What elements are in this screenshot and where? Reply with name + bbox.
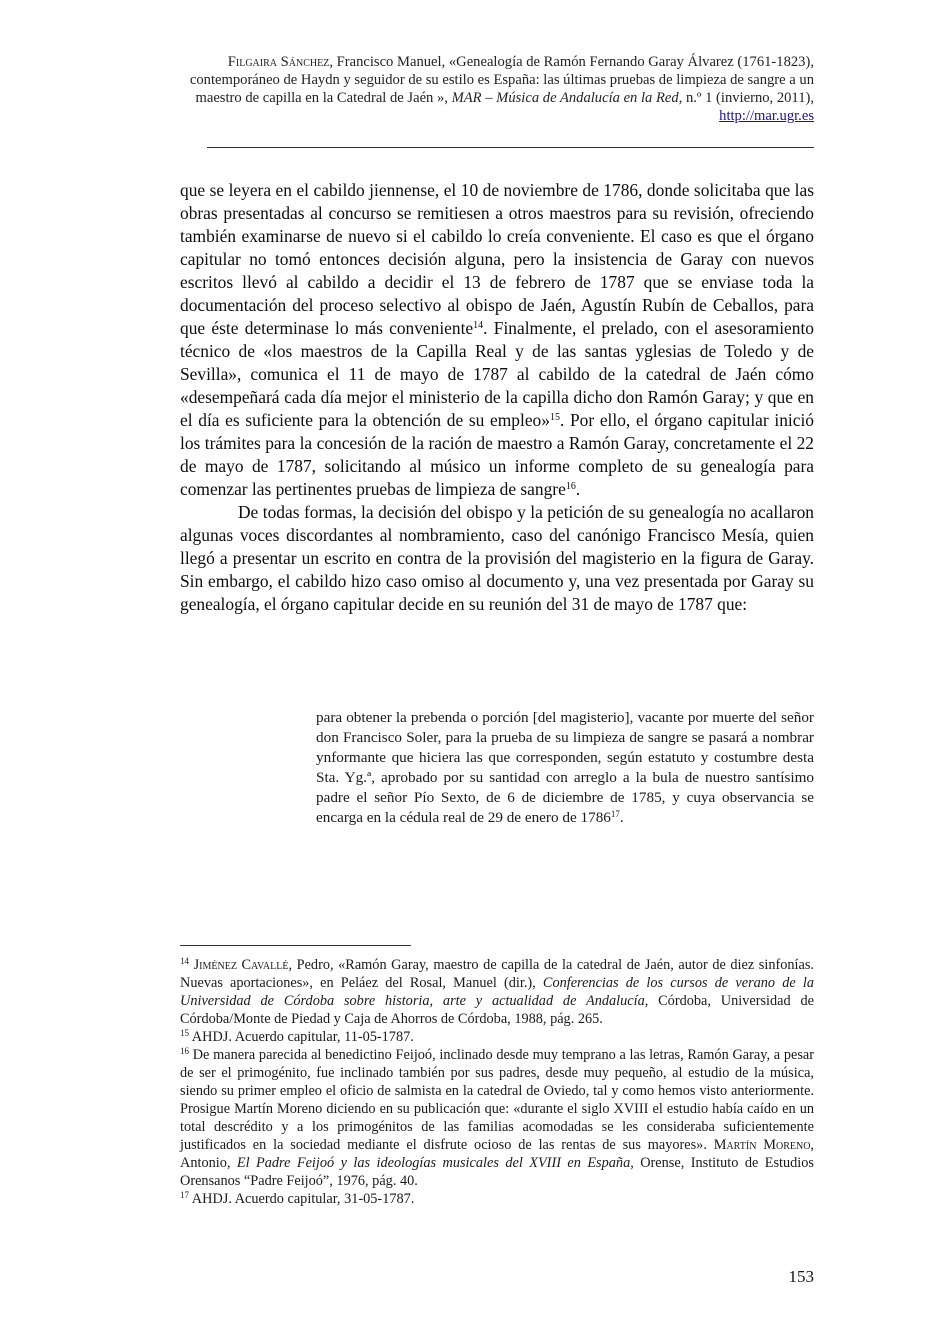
- footnote-17: $^{17}$ AHDJ. Acuerdo capitular, 31-05-1787.: [180, 1190, 415, 1207]
- footnote-15: $^{15}$ AHDJ. Acuerdo capitular, 11-05-1787.: [180, 1028, 414, 1045]
- footnote-ref-14[interactable]: 14: [473, 320, 484, 331]
- page-number: 153: [788, 1267, 814, 1286]
- footnote-14: $^{14}$ Jiménez Cavallé, Pedro, «Ramón Garay, maestro de capilla de la catedral de Jaén, autor de diez sinfonías. Nuevas aportaciones», en Peláez del Rosal, Manuel (dir.), Conferencias de los cursos de verano de la Universidad de Córdoba sobre historia, arte y actualidad de Andalucía, Córdoba, Universidad de Córdoba/Monte de Piedad y Caja de Ahorros de Córdoba, 1988, pág. 265.: [180, 956, 815, 1027]
- footnote-ref-16[interactable]: 16: [565, 481, 576, 492]
- quote-text: para obtener la prebenda o porción [del magisterio], vacante por muerte del señor don Francisco Soler, para la prueba de su limpieza de sangre se pasará a nombrar ynformante que hiciera las que corresponden, según estatuto y costumbre desta Sta. Yg.ª, aprobado por su santidad con arreglo a la bula de nuestro santísimo padre el señor Pío Sexto, de 6 de diciembre de 1785, y cuya observancia se encarga en la cédula real de 29 de enero de 1786$^{17}$.: [316, 709, 814, 826]
- paragraph-2: De todas formas, la decisión del obispo y la petición de su genealogía no acallaron algunas voces discordantes al nombramiento, caso del canónigo Francisco Mesía, quien llegó a presentar un escrito en contra de la provisión del magisterio en la figura de Garay. Sin embargo, el cabildo hizo caso omiso al documento y, una vez presentada por Garay su genealogía, el órgano capitular decide en su reunión del 31 de mayo de 1787 que:: [180, 502, 814, 614]
- footnote-ref-15[interactable]: 15: [549, 412, 560, 423]
- header-divider: [207, 147, 814, 148]
- footnote-ref-17[interactable]: 17: [610, 809, 620, 819]
- running-header: [180, 53, 814, 125]
- main-text: [180, 179, 814, 616]
- paragraph-1: que se leyera en el cabildo jiennense, el 10 de noviembre de 1786, donde solicitaba que las obras presentadas al concurso se remitiesen a otros maestros para su revisión, ofreciendo también examinarse de nuevo si el cabildo lo creía conveniente. El caso es que el órgano capitular no tomó entonces decisión alguna, pero la insistencia de Garay con nuevos escritos llevó al cabildo a decidir el 13 de febrero de 1787 que se enviase toda la documentación del proceso selectivo al obispo de Jaén, Agustín Rubín de Ceballos, para que éste determinase lo más conveniente$^{14}$. Finalmente, el prelado, con el asesoramiento técnico de «los maestros de la Capilla Real y de las santas yglesias de Toledo y de Sevilla», comunica el 11 de mayo de 1787 al cabildo de la catedral de Jaén cómo «desempeñará cada día mejor el ministerio de la capilla dicho don Ramón Garay; y que en el día es suficiente para la obtención de su empleo»$^{15}$. Por ello, el órgano capitular inició los trámites para la concesión de la ración de maestro a Ramón Garay, concretamente el 22 de mayo de 1787, solicitando al músico un informe completo de su genealogía para comenzar las pertinentes pruebas de limpieza de sangre$^{16}$.: [180, 180, 814, 499]
- header-author: Filgaira Sánchez: [227, 54, 330, 70]
- header-link[interactable]: http://mar.ugr.es: [719, 108, 814, 124]
- footnote-16: $^{16}$ De manera parecida al benedictino Feijoó, inclinado desde muy temprano a las letras, Ramón Garay, a pesar de ser el primogénito, fue inclinado también por sus padres, desde muy pequeño, al estudio de la música, siendo su primer empleo el oficio de salmista en la catedral de Oviedo, tal y como hemos visto anteriormente. Prosigue Martín Moreno diciendo en su publicación que: «durante el siglo XVIII el estudio había caído en un total descrédito y a los primogénitos de las familias acomodadas se les consideraba suficientemente justificados en la sociedad mediante el disfrute ocioso de las rentas de sus mayores». Martín Moreno, Antonio, El Padre Feijoó y las ideologías musicales del XVIII en España, Orense, Instituto de Estudios Orensanos “Padre Feijoó”, 1976, pág. 40.: [180, 1046, 815, 1189]
- footnote-divider: [180, 945, 411, 946]
- footnotes: [180, 956, 814, 1208]
- header-journal: MAR – Música de Andalucía en la Red: [451, 90, 679, 106]
- block-quote: [316, 708, 814, 828]
- header-issue: , n.º 1 (invierno, 2011),: [678, 90, 814, 106]
- header-text: , Francisco Manuel, «Genealogía de Ramón Fernando Garay Álvarez (1761-1823), contemporáneo de Haydn y seguidor de su estilo es España: las últimas pruebas de limpieza de sangre a un maestro de capilla en la Catedral de Jaén »,: [189, 54, 814, 106]
